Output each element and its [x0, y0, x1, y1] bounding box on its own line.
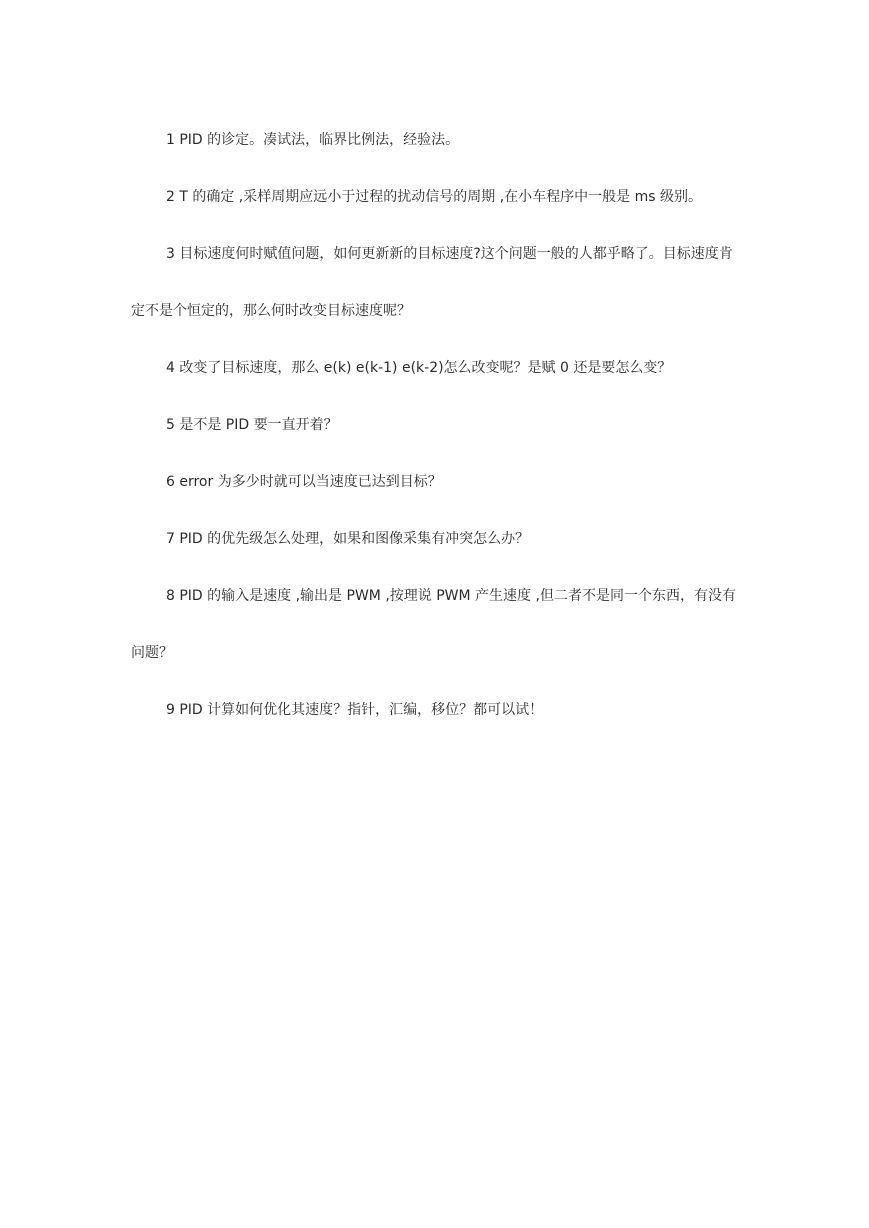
- paragraph-2: 2 T 的确定 ,采样周期应远小于过程的扰动信号的周期 ,在小车程序中一般是 ms 级别。: [166, 189, 702, 205]
- paragraph-8: 8 PID 的输入是速度 ,输出是 PWM ,按理说 PWM 产生速度 ,但二者不是同一个东西，有没有问题？: [131, 588, 736, 661]
- paragraph-1: 1 PID 的诊定。凑试法，临界比例法，经验法。: [166, 132, 460, 148]
- paragraph-9: 9 PID 计算如何优化其速度？指针，汇编，移位？都可以试！: [166, 702, 544, 718]
- paragraph-4: 4 改变了目标速度，那么 e(k) e(k-1) e(k-2)怎么改变呢？是赋 0 还是要怎么变？: [166, 360, 672, 376]
- paragraph-6: 6 error 为多少时就可以当速度已达到目标？: [166, 474, 442, 490]
- document-body: [131, 112, 743, 739]
- paragraph-5: 5 是不是 PID 要一直开着？: [166, 417, 338, 433]
- paragraph-7: 7 PID 的优先级怎么处理，如果和图像采集有冲突怎么办？: [166, 531, 530, 547]
- paragraph-3: 3 目标速度何时赋值问题，如何更新新的目标速度?这个问题一般的人都乎略了。目标速度肯定不是个恒定的，那么何时改变目标速度呢？: [131, 246, 733, 319]
